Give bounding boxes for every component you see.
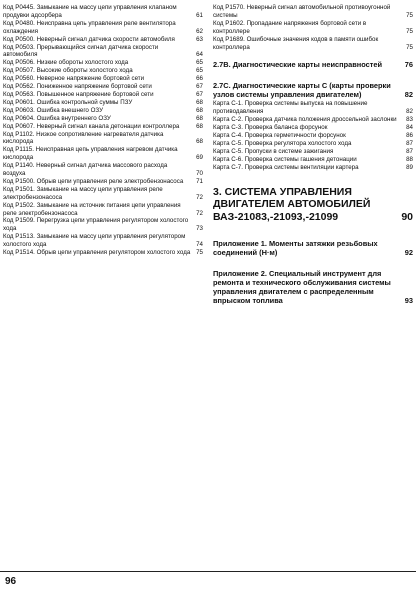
toc-code-entry-page: 67 bbox=[196, 83, 203, 91]
toc-card-entry-page: 89 bbox=[406, 163, 413, 171]
toc-code-entry-title: Код P0604. Ошибка внутреннего ОЗУ bbox=[3, 114, 111, 122]
toc-code-entry[interactable] bbox=[3, 44, 203, 60]
appendix-1[interactable] bbox=[213, 239, 413, 257]
toc-code-entry-title: Код P0603. Ошибка внешнего ОЗУ bbox=[3, 106, 104, 114]
toc-code-entry-title: Код P0503. Прерывающийся сигнал датчика скорости автомобиля bbox=[3, 43, 159, 59]
toc-code-entry-page: 75 bbox=[406, 43, 413, 51]
toc-code-entry[interactable] bbox=[3, 59, 203, 67]
toc-code-entry-title: Код P0607. Неверный сигнал канала детонации контроллера bbox=[3, 122, 180, 130]
toc-card-entry-title: Карта С-2. Проверка датчика положения дроссельной заслонки bbox=[213, 116, 397, 124]
toc-code-entry-page: 67 bbox=[196, 90, 203, 98]
toc-code-entry[interactable] bbox=[213, 36, 413, 52]
toc-card-entry-page: 83 bbox=[406, 116, 413, 124]
toc-code-entry-page: 68 bbox=[196, 106, 203, 114]
toc-card-entry[interactable] bbox=[213, 116, 413, 124]
toc-card-entry-title: Карта С-6. Проверка системы гашения детонации bbox=[213, 155, 357, 163]
toc-code-entry-page: 71 bbox=[196, 177, 203, 185]
toc-code-entry-page: 74 bbox=[196, 241, 203, 249]
toc-code-entry[interactable] bbox=[3, 123, 203, 131]
toc-code-entry[interactable] bbox=[3, 83, 203, 91]
toc-card-entry-page: 86 bbox=[406, 132, 413, 140]
toc-code-entry-title: Код P1689. Ошибочные значения кодов в памяти ошибок контроллера bbox=[213, 35, 379, 51]
toc-code-entry-page: 69 bbox=[196, 154, 203, 162]
section-2-7b-page: 76 bbox=[404, 60, 413, 70]
toc-card-entry[interactable] bbox=[213, 164, 413, 172]
toc-card-entry[interactable] bbox=[213, 124, 413, 132]
toc-left-list bbox=[3, 4, 203, 257]
section-2-7c[interactable] bbox=[213, 81, 413, 99]
toc-code-entry[interactable] bbox=[3, 36, 203, 44]
toc-code-entry-page: 61 bbox=[196, 11, 203, 19]
toc-code-entry-title: Код P1502. Замыкание на источник питания цепи управления реле электробензонасоса bbox=[3, 201, 181, 217]
toc-card-entry[interactable] bbox=[213, 132, 413, 140]
toc-code-entry[interactable] bbox=[3, 249, 203, 257]
toc-code-entry-title: Код P0507. Высокие обороты холостого хода bbox=[3, 67, 133, 75]
toc-code-entry-page: 72 bbox=[196, 193, 203, 201]
toc-code-entry-page: 68 bbox=[196, 114, 203, 122]
toc-code-entry-page: 75 bbox=[406, 27, 413, 35]
toc-code-entry[interactable] bbox=[3, 178, 203, 186]
toc-code-entry-page: 72 bbox=[196, 209, 203, 217]
toc-code-entry[interactable] bbox=[3, 4, 203, 20]
toc-code-entry-title: Код P0500. Неверный сигнал датчика скорости автомобиля bbox=[3, 35, 175, 43]
toc-card-entry-title: Карта С-7. Проверка системы вентиляции картера bbox=[213, 163, 359, 171]
toc-code-entry-page: 66 bbox=[196, 75, 203, 83]
toc-card-entry-page: 82 bbox=[406, 108, 413, 116]
toc-card-entry-title: Карта С-4. Проверка герметичности форсунок bbox=[213, 132, 346, 140]
section-2-7b[interactable] bbox=[213, 60, 413, 69]
toc-code-entry-title: Код P0562. Пониженное напряжение бортовой сети bbox=[3, 83, 152, 91]
toc-code-entry-title: Код P0601. Ошибка контрольной суммы ПЗУ bbox=[3, 98, 133, 106]
toc-code-entry[interactable] bbox=[213, 20, 413, 36]
section-2-7b-title: 2.7В. Диагностические карты неисправностей bbox=[213, 60, 383, 70]
toc-code-entry[interactable] bbox=[3, 75, 203, 83]
toc-code-entry-title: Код P1102. Низкое сопротивление нагревателя датчика кислорода bbox=[3, 130, 164, 146]
toc-right-column bbox=[213, 4, 413, 305]
section-3[interactable] bbox=[213, 186, 413, 224]
toc-code-entry[interactable] bbox=[3, 99, 203, 107]
toc-code-entry-page: 73 bbox=[196, 225, 203, 233]
toc-code-entry-page: 62 bbox=[196, 27, 203, 35]
toc-code-entry[interactable] bbox=[3, 20, 203, 36]
section-3-page: 90 bbox=[401, 210, 413, 223]
appendix-2-page: 93 bbox=[404, 296, 413, 306]
toc-code-entry[interactable] bbox=[3, 162, 203, 178]
toc-card-entry-title: Карта С-5. Проверка регулятора холостого хода bbox=[213, 139, 352, 147]
toc-code-entry-page: 75 bbox=[406, 11, 413, 19]
toc-code-entry[interactable] bbox=[3, 186, 203, 202]
page-number: 96 bbox=[5, 576, 17, 587]
toc-code-entry-title: Код P1602. Пропадание напряжения бортовой сети в контроллере bbox=[213, 19, 367, 35]
toc-card-entry-page: 87 bbox=[406, 139, 413, 147]
toc-code-entry-title: Код P0480. Неисправна цепь управления реле вентилятора охлаждения bbox=[3, 19, 176, 35]
cards-list bbox=[213, 100, 413, 171]
toc-code-entry-page: 68 bbox=[196, 98, 203, 106]
toc-code-entry-title: Код P0506. Низкие обороты холостого хода bbox=[3, 59, 129, 67]
appendix-2-title: Приложение 2. Специальный инструмент для ремонта и технического обслуживания системы управления двигателем с распределенным впрыском топлива bbox=[213, 269, 391, 306]
toc-card-entry-page: 87 bbox=[406, 147, 413, 155]
appendix-1-title: Приложение 1. Моменты затяжки резьбовых соединений (Н·м) bbox=[213, 239, 378, 258]
toc-card-entry[interactable] bbox=[213, 148, 413, 156]
toc-code-entry-title: Код P0560. Неверное напряжение бортовой сети bbox=[3, 75, 145, 83]
toc-card-entry[interactable] bbox=[213, 156, 413, 164]
toc-code-entry-title: Код P1513. Замыкание на массу цепи управления регулятором холостого хода bbox=[3, 233, 186, 249]
toc-code-entry-title: Код P1514. Обрыв цепи управления регулятором холостого хода bbox=[3, 249, 191, 257]
section-2-7c-title: 2.7С. Диагностические карты С (карты проверки узлов системы управления двигателем) bbox=[213, 81, 391, 100]
toc-card-entry-page: 88 bbox=[406, 155, 413, 163]
toc-code-entry-title: Код P0563. Повышенное напряжение бортовой сети bbox=[3, 90, 154, 98]
toc-card-entry[interactable] bbox=[213, 140, 413, 148]
toc-code-entry[interactable] bbox=[3, 131, 203, 147]
toc-code-entry-page: 65 bbox=[196, 67, 203, 75]
toc-card-entry[interactable] bbox=[213, 100, 413, 116]
section-2-7c-page: 82 bbox=[404, 90, 413, 100]
toc-code-entry[interactable] bbox=[3, 202, 203, 218]
toc-code-entry-page: 65 bbox=[196, 59, 203, 67]
toc-code-entry-title: Код P1501. Замыкание на массу цепи управления реле электробензонасоса bbox=[3, 185, 163, 201]
toc-code-entry-page: 70 bbox=[196, 170, 203, 178]
toc-code-entry[interactable] bbox=[3, 233, 203, 249]
appendix-1-page: 92 bbox=[404, 248, 413, 258]
toc-code-entry[interactable] bbox=[3, 146, 203, 162]
toc-code-entry[interactable] bbox=[3, 107, 203, 115]
section-3-title: 3. СИСТЕМА УПРАВЛЕНИЯ ДВИГАТЕЛЕМ АВТОМОБИЛЕЙ ВАЗ-21083,-21093,-21099 bbox=[213, 185, 371, 223]
toc-code-entry[interactable] bbox=[3, 67, 203, 75]
toc-right-top-list bbox=[213, 4, 413, 51]
toc-card-entry-page: 84 bbox=[406, 124, 413, 132]
toc-code-entry-title: Код P1500. Обрыв цепи управления реле электробензонасоса bbox=[3, 177, 184, 185]
toc-card-entry-title: Карта С-1. Проверка системы выпуска на повышение противодавления bbox=[213, 100, 368, 116]
toc-left-column bbox=[3, 4, 203, 257]
toc-card-entry-title: Карта С-3. Проверка баланса форсунок bbox=[213, 124, 328, 132]
appendix-2[interactable] bbox=[213, 269, 413, 305]
footer-rule bbox=[0, 571, 416, 572]
toc-code-entry-page: 75 bbox=[196, 249, 203, 257]
toc-code-entry-page: 63 bbox=[196, 35, 203, 43]
toc-code-entry-page: 68 bbox=[196, 122, 203, 130]
toc-card-entry-title: Карта С-5. Пропуски в системе зажигания bbox=[213, 147, 334, 155]
toc-code-entry-page: 64 bbox=[196, 51, 203, 59]
toc-code-entry[interactable] bbox=[3, 217, 203, 233]
toc-code-entry-title: Код P1115. Неисправная цепь управления нагревом датчика кислорода bbox=[3, 146, 178, 162]
toc-code-entry-title: Код P1570. Неверный сигнал автомобильной противоугонной системы bbox=[213, 4, 391, 19]
toc-code-entry[interactable] bbox=[213, 4, 413, 20]
toc-code-entry-page: 68 bbox=[196, 138, 203, 146]
toc-code-entry[interactable] bbox=[3, 115, 203, 123]
toc-code-entry[interactable] bbox=[3, 91, 203, 99]
toc-code-entry-title: Код P0445. Замыкание на массу цепи управления клапаном продувки адсорбера bbox=[3, 4, 177, 19]
toc-code-entry-title: Код P1140. Неверный сигнал датчика массового расхода воздуха bbox=[3, 162, 168, 178]
toc-code-entry-title: Код P1509. Перегрузка цепи управления регулятором холостого хода bbox=[3, 217, 189, 233]
